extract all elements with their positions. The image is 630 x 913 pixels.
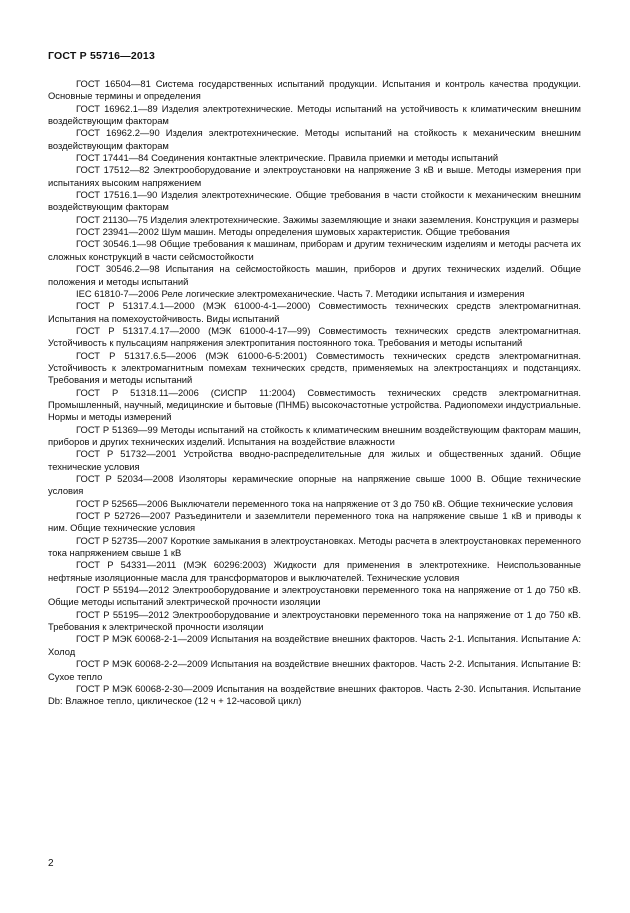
reference-item: ГОСТ 16962.1—89 Изделия электротехнические. Методы испытаний на устойчивость к климатическим внешним воздействующим факторам bbox=[48, 102, 581, 127]
reference-item: ГОСТ Р 51318.11—2006 (СИСПР 11:2004) Совместимость технических средств электромагнитная. Промышленный, научный, медицинские и бытовые (ПНМБ) высокочастотные устройства. Радиопомехи индустриальные. Нормы и методы измерений bbox=[48, 386, 581, 423]
reference-item: ГОСТ 30546.1—98 Общие требования к машинам, приборам и другим техническим изделиям и методы расчета их сложных конструкций в части сейсмостойкости bbox=[48, 238, 581, 262]
reference-item: ГОСТ 16962.2—90 Изделия электротехнические. Методы испытаний на стойкость к механическим внешним воздействующим факторам bbox=[48, 127, 581, 151]
reference-item: ГОСТ 17441—84 Соединения контактные электрические. Правила приемки и методы испытаний bbox=[76, 152, 499, 164]
reference-item: ГОСТ 30546.2—98 Испытания на сейсмостойкость машин, приборов и других технических изделий. Общие положения и методы испытаний bbox=[48, 263, 581, 287]
reference-item: ГОСТ 23941—2002 Шум машин. Методы определения шумовых характеристик. Общие требования bbox=[76, 226, 510, 238]
reference-item: ГОСТ 21130—75 Изделия электротехнические. Зажимы заземляющие и знаки заземления. Конструкция и размеры bbox=[76, 213, 579, 225]
reference-item: ГОСТ Р 55194—2012 Электрооборудование и электроустановки переменного тока на напряжение от 1 до 750 кВ. Общие методы испытаний электрической прочности изоляции bbox=[48, 584, 581, 608]
reference-item: ГОСТ Р 51317.6.5—2006 (МЭК 61000-6-5:2001) Совместимость технических средств электромагнитная. Устойчивость к электромагнитным помехам технических средств, применяемых на электростанциях и подстанциях. Требования и методы испытаний bbox=[48, 349, 581, 386]
reference-item: ГОСТ Р 51369—99 Методы испытаний на стойкость к климатическим внешним воздействующим факторам машин, приборов и других технических изделий. Испытания на воздействие влажности bbox=[48, 423, 581, 447]
reference-item: ГОСТ 16504—81 Система государственных испытаний продукции. Испытания и контроль качества продукции. Основные термины и определения bbox=[48, 78, 581, 102]
reference-item: ГОСТ Р 52726—2007 Разъединители и заземлители переменного тока на напряжение свыше 1 кВ и приводы к ним. Общие технические условия bbox=[48, 510, 581, 534]
reference-item: ГОСТ Р 52034—2008 Изоляторы керамические опорные на напряжение свыше 1000 В. Общие технические условия bbox=[48, 473, 581, 497]
reference-item: ГОСТ Р МЭК 60068-2-30—2009 Испытания на воздействие внешних факторов. Часть 2-30. Испытания. Испытание Db: Влажное тепло, циклическое (12 ч + 12-часовой цикл) bbox=[48, 682, 581, 707]
page-number: 2 bbox=[48, 858, 54, 869]
reference-item: IEC 61810-7—2006 Реле логические электромеханические. Часть 7. Методики испытания и измерения bbox=[76, 287, 525, 299]
reference-item: ГОСТ 17512—82 Электрооборудование и электроустановки на напряжение 3 кВ и выше. Методы измерения при испытаниях высоким напряжением bbox=[48, 164, 581, 188]
reference-item: ГОСТ Р 52735—2007 Короткие замыкания в электроустановках. Методы расчета в электроустановках переменного тока напряжением свыше 1 кВ bbox=[48, 534, 581, 559]
reference-item: ГОСТ Р 51317.4.1—2000 (МЭК 61000-4-1—2000) Совместимость технических средств электромагнитная. Испытания на помехоустойчивость. Виды испытаний bbox=[48, 300, 581, 324]
reference-item: ГОСТ Р МЭК 60068-2-1—2009 Испытания на воздействие внешних факторов. Часть 2-1. Испытания. Испытание А: Холод bbox=[48, 633, 581, 657]
reference-item: ГОСТ 17516.1—90 Изделия электротехнические. Общие требования в части стойкости к механическим внешним воздействующим факторам bbox=[48, 189, 581, 213]
reference-item: ГОСТ Р 55195—2012 Электрооборудование и электроустановки переменного тока на напряжение от 1 до 750 кВ. Требования к электрической прочности изоляции bbox=[48, 608, 581, 633]
reference-item: ГОСТ Р МЭК 60068-2-2—2009 Испытания на воздействие внешних факторов. Часть 2-2. Испытания. Испытание В: Сухое тепло bbox=[48, 658, 581, 682]
normative-references-list bbox=[48, 78, 581, 708]
reference-item: ГОСТ Р 54331—2011 (МЭК 60296:2003) Жидкости для применения в электротехнике. Неиспользованные нефтяные изоляционные масла для трансформаторов и выключателей. Технические условия bbox=[48, 559, 581, 583]
page-header-title: ГОСТ Р 55716—2013 bbox=[48, 50, 156, 62]
reference-item: ГОСТ Р 52565—2006 Выключатели переменного тока на напряжение от 3 до 750 кВ. Общие технические условия bbox=[76, 497, 573, 509]
reference-item: ГОСТ Р 51732—2001 Устройства вводно-распределительные для жилых и общественных зданий. Общие технические условия bbox=[48, 448, 581, 472]
reference-item: ГОСТ Р 51317.4.17—2000 (МЭК 61000-4-17—99) Совместимость технических средств электромагнитная. Устойчивость к пульсациям напряжения электропитания постоянного тока. Требования и методы испытаний bbox=[48, 324, 581, 349]
